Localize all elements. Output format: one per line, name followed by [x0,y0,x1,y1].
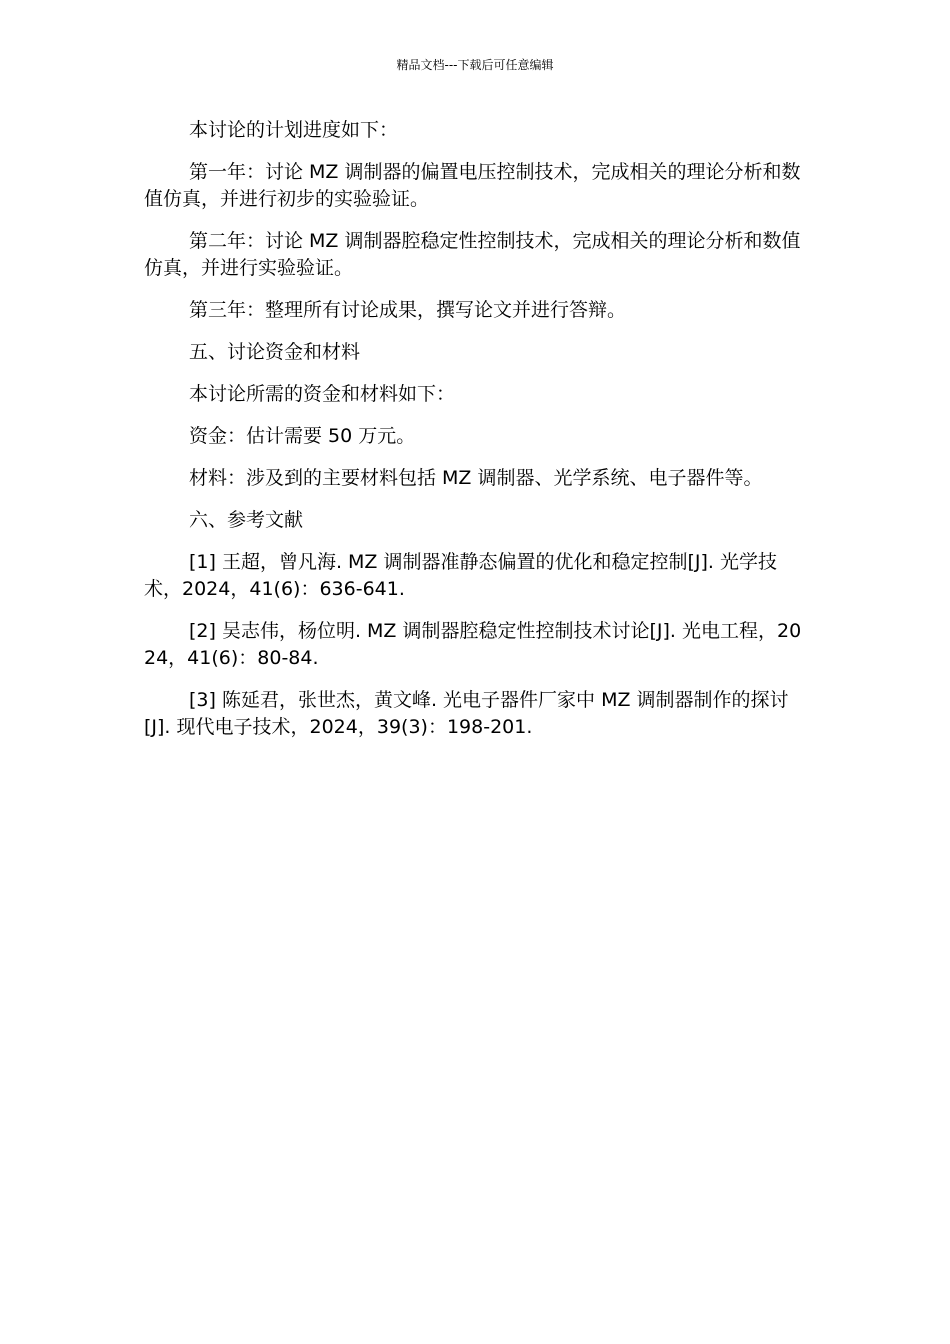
schedule-year-1: 第一年：讨论 MZ 调制器的偏置电压控制技术，完成相关的理论分析和数值仿真，并进行初步的实验验证。 [144,161,801,210]
reference-item-2: [2] 吴志伟，杨位明. MZ 调制器腔稳定性控制技术讨论[J]. 光电工程，2024，41(6)：80-84. [144,620,802,669]
schedule-year-2: 第二年：讨论 MZ 调制器腔稳定性控制技术，完成相关的理论分析和数值仿真，并进行实验验证。 [144,230,801,279]
reference-item-1: [1] 王超，曾凡海. MZ 调制器准静态偏置的优化和稳定控制[J]. 光学技术，2024，41(6)：636-641. [144,551,777,600]
schedule-year-3: 第三年：整理所有讨论成果，撰写论文并进行答辩。 [189,299,627,321]
section-heading-funding: 五、讨论资金和材料 [189,341,361,363]
section-heading-references: 六、参考文献 [189,509,304,531]
funding-intro: 本讨论所需的资金和材料如下： [189,383,456,405]
document-body [144,117,804,756]
funding-amount: 资金：估计需要 50 万元。 [189,425,416,447]
schedule-intro: 本讨论的计划进度如下： [189,119,399,141]
reference-item-3: [3] 陈延君，张世杰，黄文峰. 光电子器件厂家中 MZ 调制器制作的探讨[J]. 现代电子技术，2024，39(3)：198-201. [144,689,789,738]
page-header: 精品文档---下载后可任意编辑 [396,58,554,72]
materials-list: 材料：涉及到的主要材料包括 MZ 调制器、光学系统、电子器件等。 [189,467,763,489]
